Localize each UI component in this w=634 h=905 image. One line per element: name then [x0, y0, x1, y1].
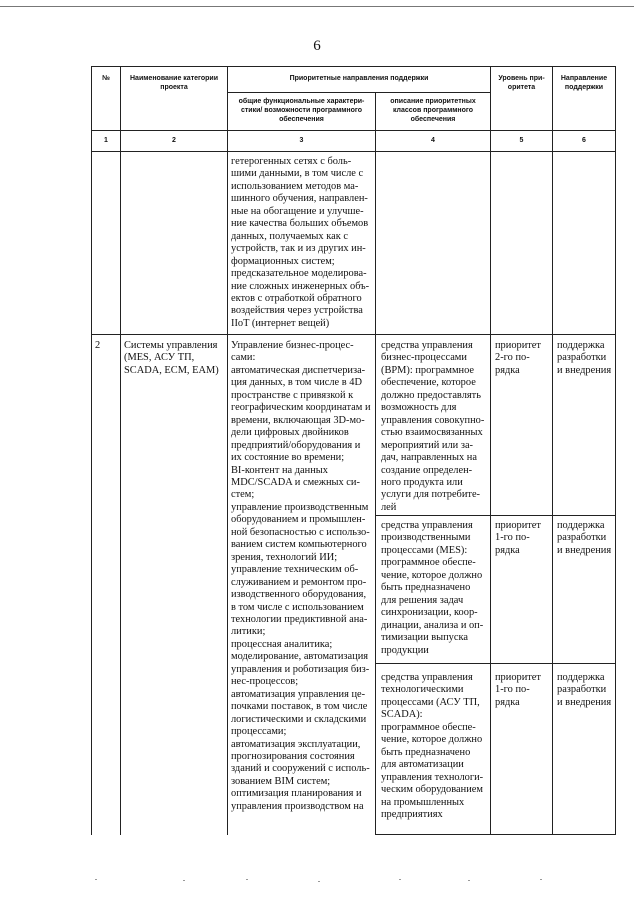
header-functional: общие функциональные характери- стики/ возможности программного обеспечения: [238, 98, 365, 123]
subrow-separator-1: [375, 515, 616, 516]
header-split-line: [227, 92, 491, 93]
col-divider-1: [120, 66, 121, 835]
table-border-right: [615, 66, 616, 835]
row-2-functional-text: Управление бизнес-процес- сами: автоматическая диспетчериза- ция данных, в том числе в 4D пространстве с привязкой к географическим координатам и времени, включающая 3D-мо- дели цифровых двойников предприятий/оборудования и их состояние во времени; BI-контент на данных MDC/SCADA и смежных си- стем; управление производственным оборудованием и промышлен- ной безопасностью с использо- ванием систем компьютерного зрения, технологий ИИ; управление техническим об- служиванием и ремонтом про- изводственного оборудования, в том числе с использованием технологии предиктивной ана- литики; процессная аналитика; моделирование, автоматизация управления и роботизация биз- нес-процессов; автоматизация управления це- почками поставок, в том числе логистическими и складскими процессами; автоматизация эксплуатации, прогнозирования состояния зданий и сооружений с исполь- зованием BIM систем; оптимизация планирования и управления производством на: [231, 340, 371, 812]
scan-speck: [468, 880, 470, 881]
subrow-scada-support: поддержка разработки и внедрения: [557, 672, 612, 708]
subrow-bpm-level: приоритет 2-го по- рядка: [495, 340, 541, 376]
scan-speck: [95, 879, 97, 880]
subrow-bottom-line: [375, 834, 616, 835]
row-separator-line: [91, 334, 616, 335]
table-border-top: [91, 66, 616, 67]
scan-speck: [399, 879, 401, 880]
col-divider-5: [552, 66, 553, 835]
top-border-line: [0, 6, 634, 7]
scan-speck: [183, 880, 185, 881]
col-number-4: 4: [431, 137, 435, 144]
subrow-mes-support: поддержка разработки и внедрения: [557, 520, 612, 556]
scan-speck: [540, 879, 542, 880]
subrow-bpm-support: поддержка разработки и внедрения: [557, 340, 612, 376]
col-number-5: 5: [519, 137, 524, 144]
subrow-bpm-classes: средства управления бизнес-процессами (BPM): программное обеспечение, которое должно предоставлять возможность для управления совокупно- стью взаимосвязанных мероприятий или за- дач, направленных на создание определен- ного продукта или услуги для потребите- лей: [381, 340, 485, 513]
col-divider-4: [490, 66, 491, 835]
subrow-scada-level: приоритет 1-го по- рядка: [495, 672, 541, 708]
subrow-mes-classes: средства управления производственными процессами (MES): программное обеспе- чение, которое должно быть предназначено для решения задач синхронизации, коор- динации, анализа и оп- тимизации выпуска продукции: [381, 520, 484, 656]
page-number: 6: [313, 38, 321, 54]
row-2-number: 2: [95, 340, 101, 351]
subrow-separator-2: [375, 663, 616, 664]
col-number-2: 2: [172, 137, 176, 144]
scan-speck: [246, 879, 248, 880]
header-category: Наименование категории проекта: [130, 75, 218, 91]
col-divider-2: [227, 66, 228, 835]
col-number-1: 1: [104, 137, 108, 144]
row-2-category: Системы управления (MES, АСУ ТП, SCADA, ECM, EAM): [124, 340, 219, 376]
subrow-scada-classes: средства управления технологическими процессами (АСУ ТП, SCADA): программное обеспе- чение, которое должно быть предназначено для автоматизации управления технологи- ческим оборудованием на промышленных предприятиях: [381, 672, 484, 820]
subrow-mes-level: приоритет 1-го по- рядка: [495, 520, 541, 556]
col-divider-3: [375, 92, 376, 835]
col-number-3: 3: [299, 137, 304, 144]
column-numbers-bottom-line: [91, 151, 616, 152]
header-directions: Приоритетные направления поддержки: [289, 75, 429, 82]
header-level: Уровень при- оритета: [498, 75, 545, 91]
table-border-left: [91, 66, 92, 835]
col-number-6: 6: [582, 137, 586, 144]
scan-speck: [318, 881, 320, 882]
header-bottom-line: [91, 130, 616, 131]
continued-functional-text: гетерогенных сетях с боль- шими данными, в том числе с использованием методов ма- шинного обучения, направлен- ные на обогащение и улучше- ние качества больших объемов данных, получаемых как с устройств, так и из других ин- формационных систем; предсказательное моделирова- ние сложных инженерных объ- ектов с отработкой обратного воздействия через устройства IIoT (интернет вещей): [231, 156, 370, 329]
header-classes: описание приоритетных классов программного обеспечения: [390, 98, 476, 123]
header-no: №: [102, 75, 110, 82]
header-support: Направление поддержки: [560, 75, 608, 91]
